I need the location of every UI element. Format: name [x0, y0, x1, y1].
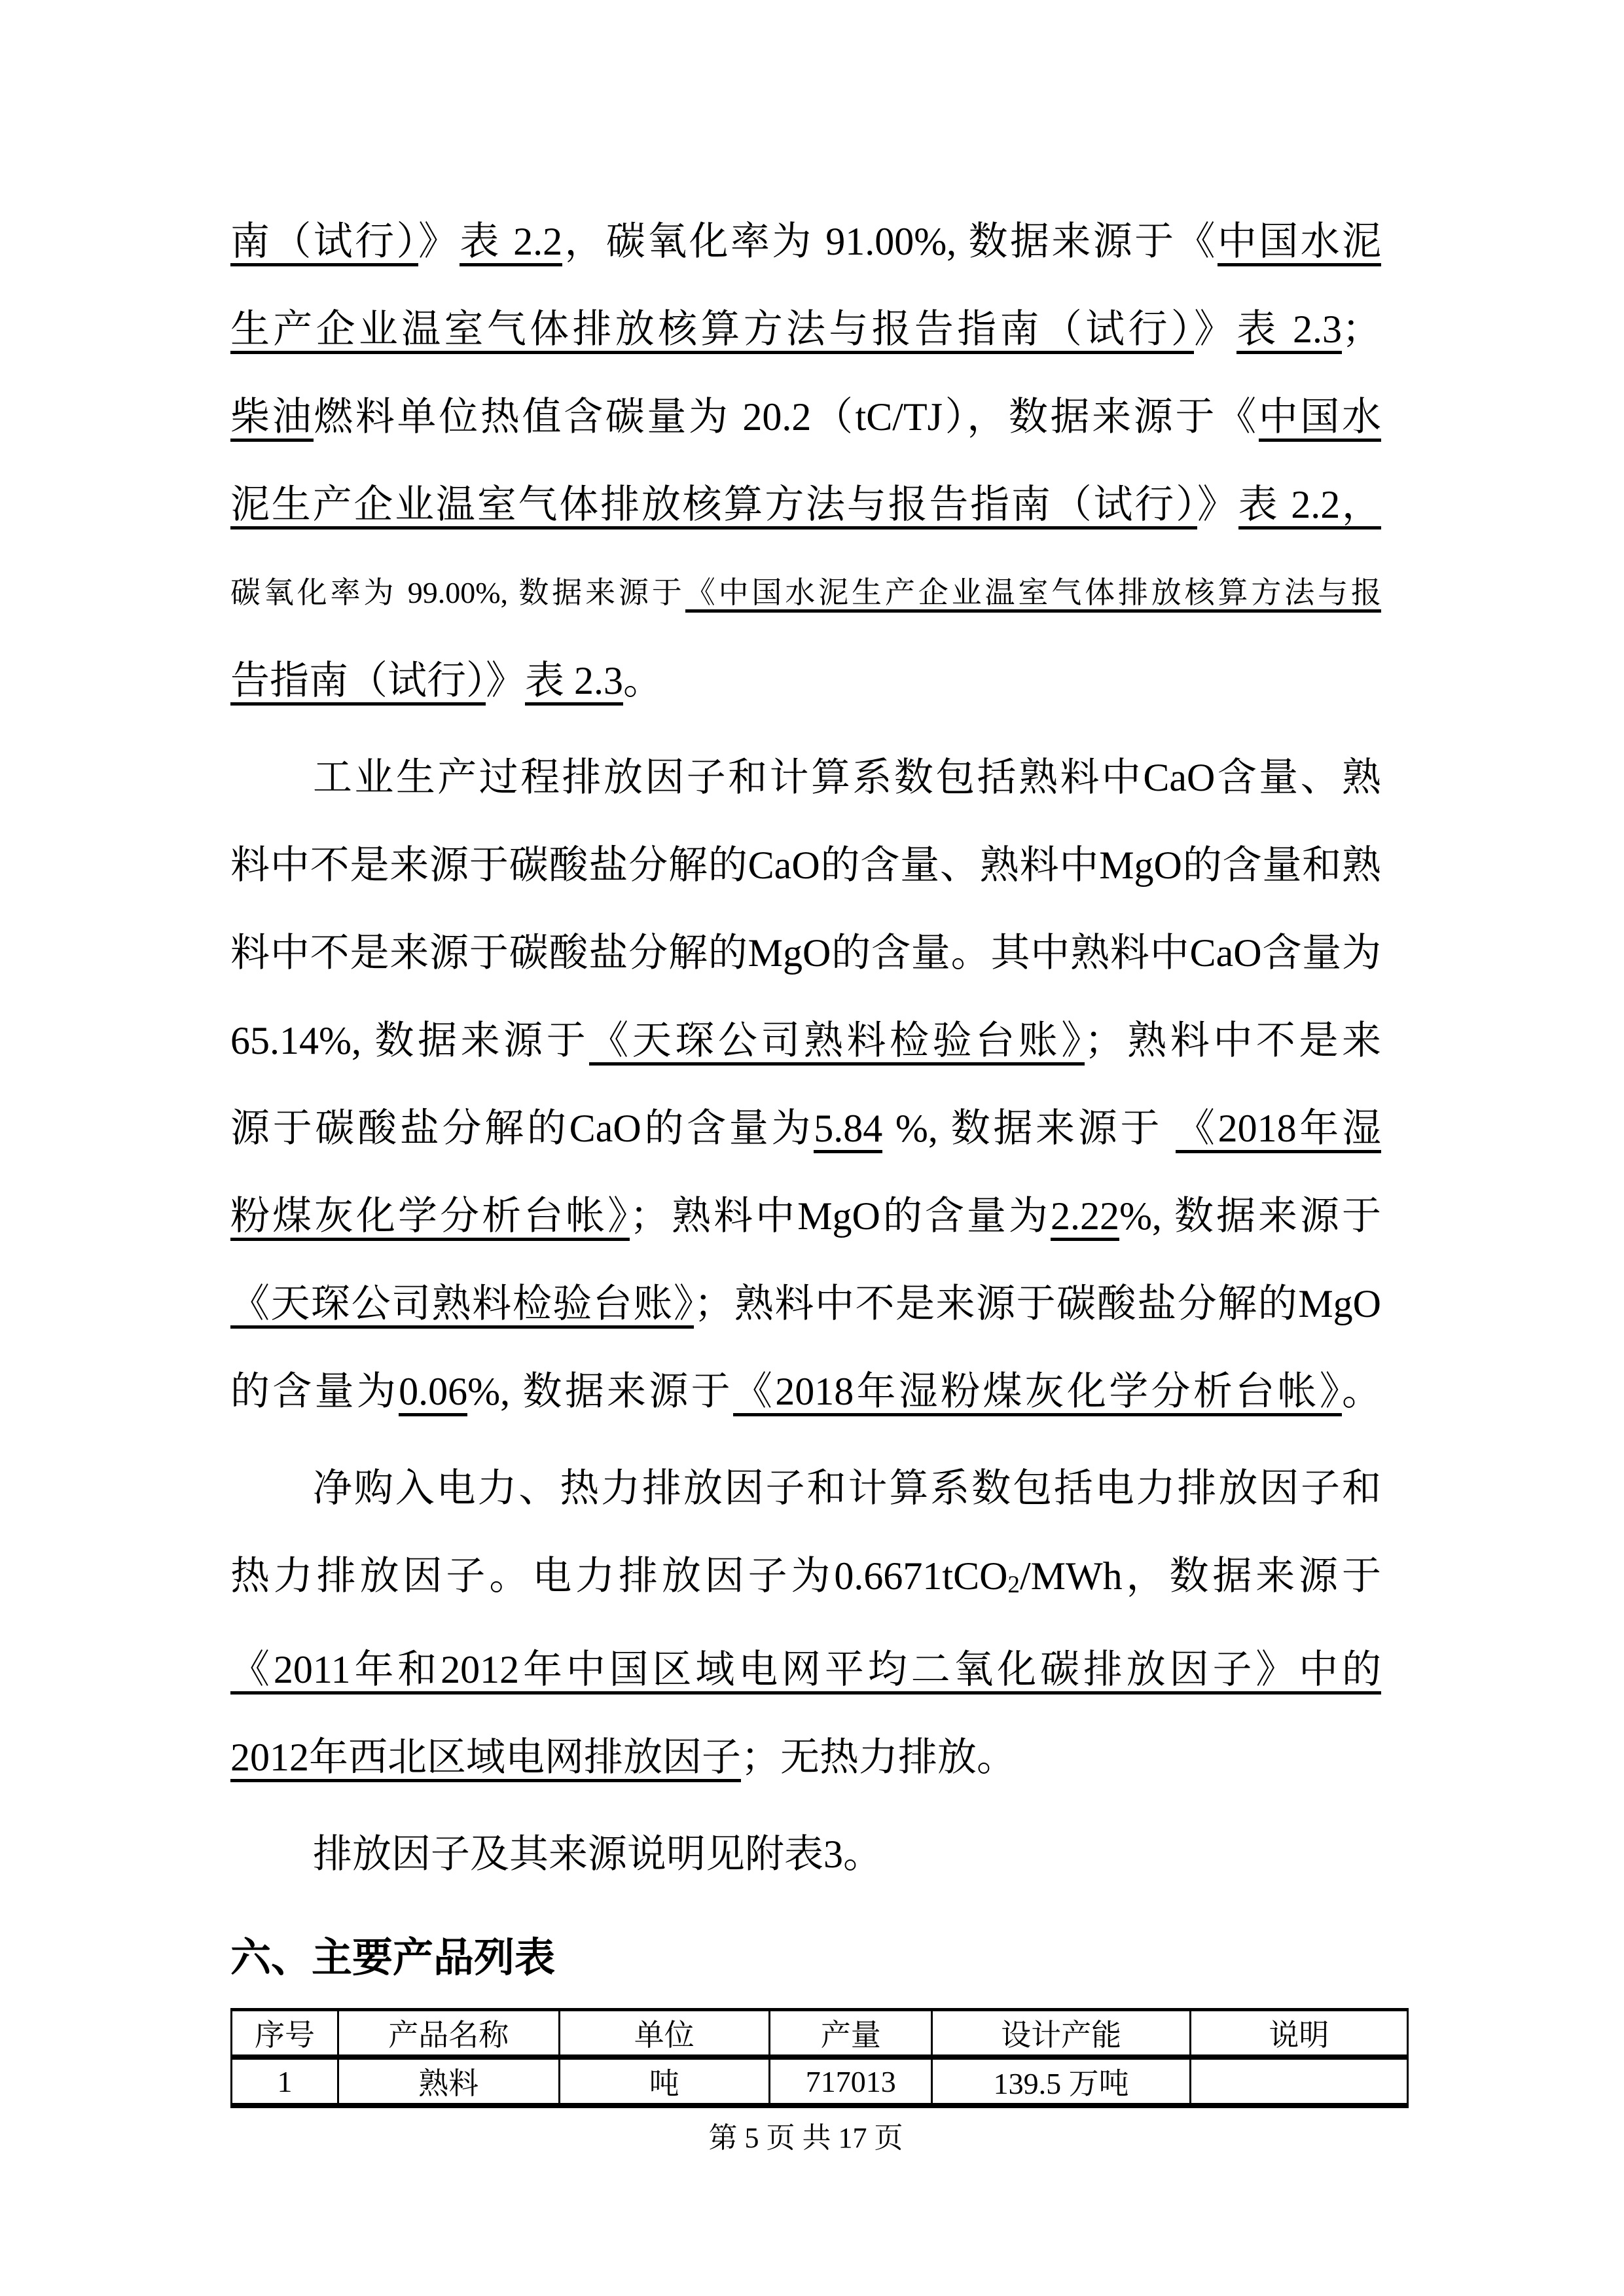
- text-segment: ；熟料中不是来源于碳酸盐分解的MgO: [694, 1282, 1382, 1325]
- table-cell-product: 熟料: [338, 2057, 559, 2106]
- text-segment: 排放因子及其来源说明见附表3。: [313, 1833, 882, 1876]
- products-table-body: [232, 2057, 1408, 2106]
- table-cell-capacity: 139.5 万吨: [932, 2057, 1190, 2106]
- underlined-text: 《2018年湿: [1176, 1107, 1381, 1153]
- underlined-text: 5.84: [814, 1107, 882, 1153]
- text-line: [230, 909, 1381, 997]
- underlined-text: 表 2.3: [525, 659, 623, 706]
- paragraph: [230, 734, 1381, 1435]
- underlined-text: （试行）: [348, 659, 486, 706]
- table-cell-index: 1: [232, 2057, 338, 2106]
- table-header-cell-index: 序号: [232, 2010, 338, 2058]
- text-line: [230, 285, 1381, 373]
- paragraph: [230, 198, 1381, 725]
- text-line: [230, 997, 1381, 1085]
- document-content: [230, 198, 1381, 2158]
- text-segment: 》: [1194, 308, 1237, 351]
- underlined-text: 南（试行）: [230, 220, 418, 266]
- text-segment: ；: [1342, 308, 1382, 351]
- text-segment: ；无热力排放。: [741, 1736, 1016, 1779]
- page-footer: 第 5 页 共 17 页: [708, 2122, 903, 2154]
- table-header-cell-unit: 单位: [559, 2010, 769, 2058]
- underlined-text: 告指南: [230, 658, 348, 706]
- text-line: [230, 821, 1381, 909]
- table-cell-output: 717013: [769, 2057, 932, 2106]
- table-header-cell-capacity: 设计产能: [932, 2010, 1190, 2058]
- text-line: [230, 1626, 1381, 1713]
- text-segment: 数据来源于: [518, 575, 685, 609]
- underlined-text: 2012年西北区域电网排放因子: [230, 1736, 741, 1782]
- text-segment: %, 数据来源于: [1119, 1194, 1382, 1238]
- table-header-cell-product: 产品名称: [338, 2010, 559, 2058]
- underlined-text: 《天琛公司熟料检验台账》: [589, 1019, 1085, 1066]
- underlined-text: 《2011年和2012年中国区域电网平均二氧化碳排放因子》中的: [230, 1648, 1381, 1695]
- text-segment: 净购入电力、热力排放因子和计算系数包括电力排放因子和: [313, 1467, 1381, 1510]
- table-row: [232, 2057, 1408, 2106]
- text-segment: 》: [486, 659, 525, 702]
- text-segment: 》: [418, 220, 460, 263]
- underlined-text: 表 2.3: [1236, 308, 1342, 354]
- table-header-cell-output: 产量: [769, 2010, 932, 2058]
- text-segment: 65.14%, 数据来源于: [230, 1019, 590, 1062]
- text-line: [230, 637, 1381, 725]
- text-segment: %, 数据来源于: [467, 1370, 733, 1413]
- text-segment: 料中不是来源于碳酸盐分解的CaO的含量、熟料中MgO的含量和熟: [230, 844, 1381, 887]
- products-table-header: [232, 2010, 1408, 2058]
- text-line: [230, 548, 1381, 637]
- underlined-text: 中国水泥: [1218, 220, 1381, 266]
- text-segment: %, 数据来源于: [882, 1107, 1176, 1150]
- underlined-text: 表 2.2: [460, 220, 562, 266]
- text-line: [230, 1532, 1381, 1626]
- paragraph: [230, 1444, 1381, 1801]
- text-segment: 燃料单位热值含碳量为 20.2（tC/TJ），数据来源于《: [314, 395, 1259, 439]
- text-segment: /MWh，数据来源于: [1020, 1554, 1381, 1598]
- text-line: [230, 1713, 1381, 1801]
- underlined-text: 粉煤灰化学分析台帐》: [230, 1194, 630, 1241]
- text-segment: 工业生产过程排放因子和计算系数包括熟料中CaO含量、熟: [313, 756, 1381, 799]
- table-cell-unit: 吨: [559, 2057, 769, 2106]
- text-line: [230, 198, 1381, 285]
- underlined-text: 2.22: [1051, 1194, 1119, 1241]
- underlined-text: 生产企业温室气体排放核算方法与报告指南（试行）: [230, 308, 1194, 354]
- text-line: [230, 1260, 1381, 1348]
- text-segment: 热力排放因子。电力排放因子为0.6671tCO: [230, 1554, 1008, 1598]
- underlined-text: 0.06: [399, 1370, 467, 1416]
- underlined-text: 泥生产企业温室气体排放核算方法与报告指南（试行）: [230, 483, 1197, 529]
- table-cell-notes: [1190, 2057, 1407, 2106]
- text-segment: 源于碳酸盐分解的CaO的含量为: [230, 1107, 814, 1150]
- text-segment: 料中不是来源于碳酸盐分解的MgO的含量。其中熟料中CaO含量为: [230, 931, 1381, 975]
- text-line: [230, 1810, 1381, 1898]
- text-line: [230, 1444, 1381, 1532]
- underlined-text: 柴油: [230, 395, 314, 442]
- text-line: [230, 1085, 1381, 1172]
- paragraph: [230, 1810, 1381, 1898]
- text-segment: 的含量为: [230, 1370, 399, 1413]
- underlined-text: 《2018年湿粉煤灰化学分析台帐》: [733, 1370, 1342, 1416]
- underlined-text: 《天琛公司熟料检验台账》: [230, 1282, 694, 1329]
- text-segment: ；熟料中MgO的含量为: [630, 1194, 1051, 1238]
- text-segment: ，碳氧化率为 91.00%, 数据来源于《: [562, 220, 1218, 263]
- table-header-cell-notes: 说明: [1190, 2010, 1407, 2058]
- text-segment: ；熟料中不是来: [1084, 1019, 1382, 1062]
- text-line: [230, 1172, 1381, 1260]
- text-line: [230, 734, 1381, 821]
- text-segment: 。: [623, 659, 662, 702]
- text-segment: 碳氧化率为 99.00%,: [230, 576, 519, 609]
- text-segment: 》: [1197, 483, 1238, 526]
- text-line: [230, 373, 1381, 461]
- text-line: [230, 1348, 1381, 1435]
- underlined-text: 中国水: [1259, 395, 1381, 442]
- text-segment: 。: [1342, 1370, 1381, 1413]
- section-heading: 六、主要产品列表: [230, 1935, 556, 1981]
- underlined-text: 表 2.2，: [1238, 483, 1381, 529]
- table-header-row: [232, 2010, 1408, 2058]
- products-table: [230, 2008, 1409, 2108]
- text-line: [230, 461, 1381, 548]
- underlined-text: 《中国水泥生产企业温室气体排放核算方法与报: [685, 575, 1381, 613]
- subscript-text: 2: [1007, 1571, 1020, 1599]
